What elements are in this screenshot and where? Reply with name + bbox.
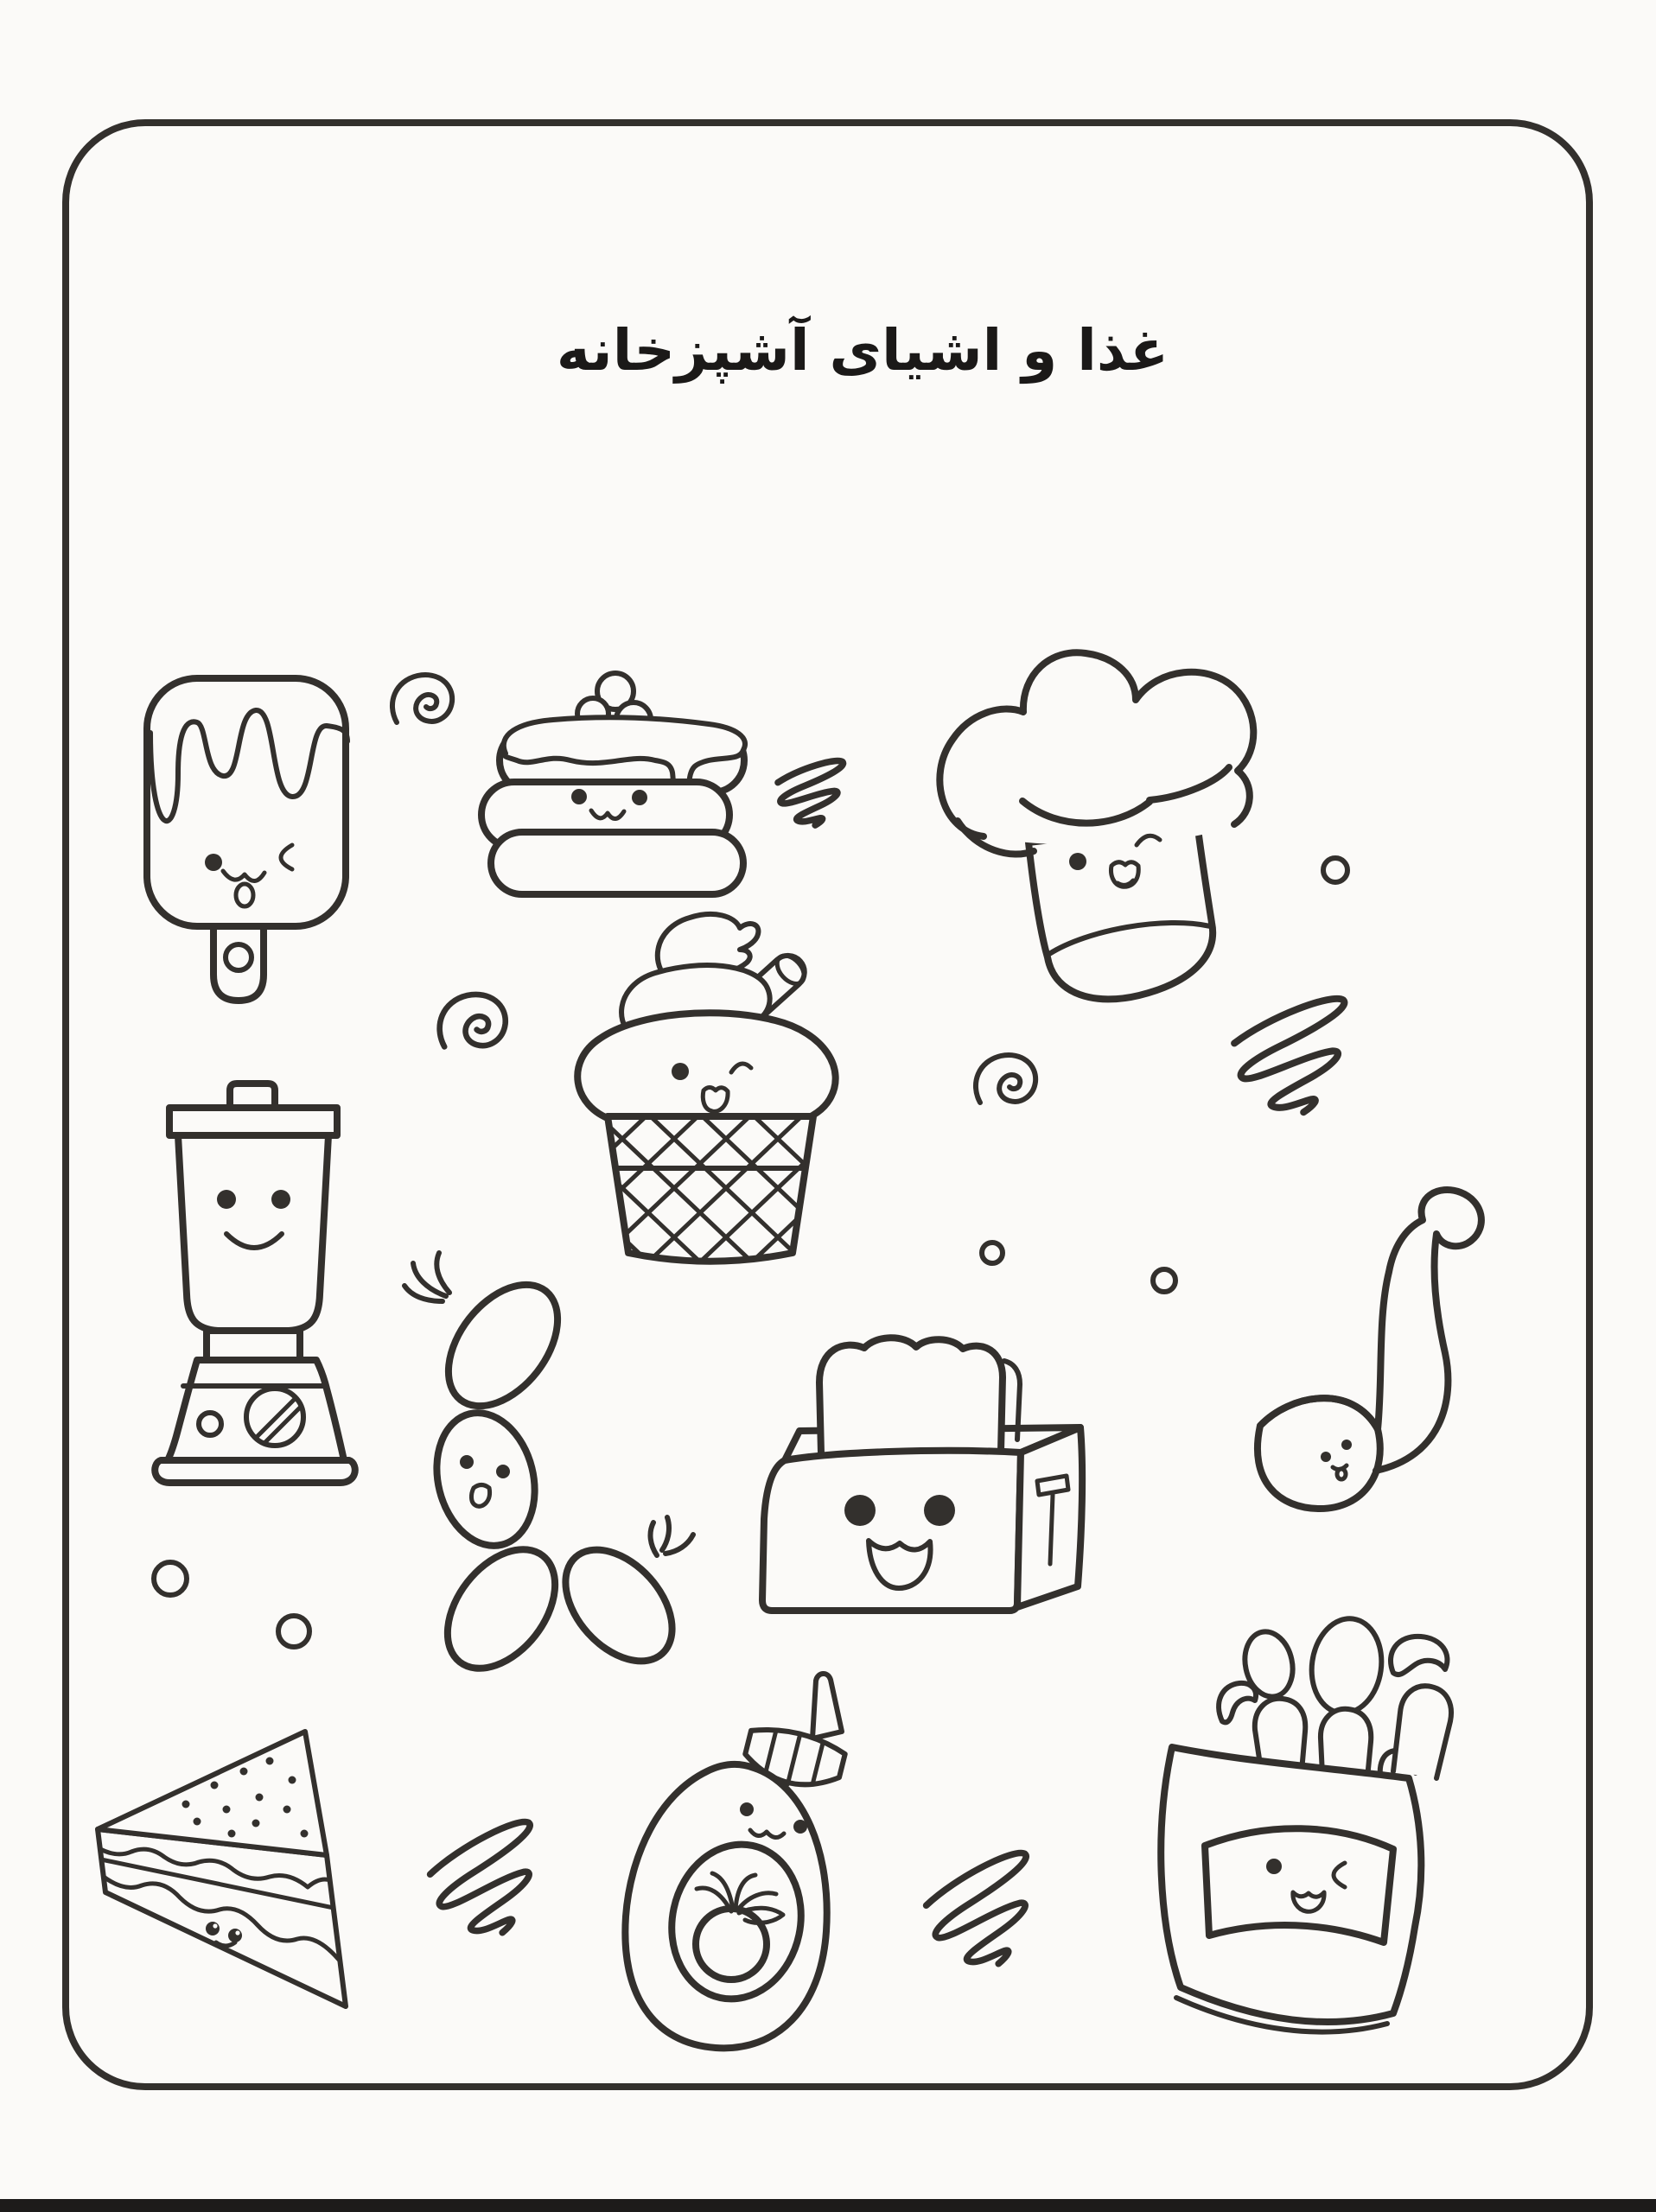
sandwich-left-eye bbox=[206, 1922, 220, 1936]
blender-foot bbox=[155, 1460, 355, 1483]
chip-icon bbox=[1306, 1614, 1388, 1718]
chef-hat-band bbox=[1029, 823, 1213, 999]
sausage-mouth bbox=[471, 1485, 489, 1507]
sausage-link bbox=[426, 1529, 577, 1688]
sausage-tuft-right bbox=[651, 1517, 693, 1555]
chips-bag-illustration bbox=[1161, 1614, 1451, 2032]
chef-hat-cloud-fill bbox=[939, 652, 1253, 845]
pancake-left-eye bbox=[571, 789, 587, 804]
sandwich-eye-highlight bbox=[235, 1930, 239, 1935]
toaster-right-eye bbox=[924, 1495, 955, 1526]
chef-hat-illustration bbox=[939, 652, 1253, 999]
toaster-illustration bbox=[762, 1338, 1082, 1611]
sausage-left-eye bbox=[460, 1455, 474, 1469]
toast-bread bbox=[819, 1338, 1003, 1453]
popsicle-tongue bbox=[236, 884, 253, 906]
chip-icon bbox=[1219, 1683, 1256, 1722]
toaster-lever bbox=[1037, 1476, 1068, 1495]
blender-jar bbox=[178, 1135, 328, 1331]
ladle-left-eye bbox=[1321, 1452, 1331, 1462]
pancakes-illustration bbox=[481, 673, 745, 894]
ladle-handle bbox=[1376, 1190, 1481, 1471]
popsicle-stick bbox=[213, 926, 264, 1001]
ketchup-right-eye bbox=[793, 1820, 807, 1834]
sandwich-front bbox=[98, 1829, 346, 2006]
ice-cream-left-eye bbox=[672, 1063, 689, 1080]
chips-left-eye bbox=[1266, 1859, 1282, 1874]
chips-mouth bbox=[1293, 1892, 1324, 1911]
scan-edge-artifact bbox=[0, 2199, 1656, 2212]
page-title: غذا و اشیای آشپزخانه bbox=[556, 317, 1169, 384]
sausage-link-face bbox=[424, 1402, 548, 1556]
blender-neck bbox=[207, 1331, 300, 1360]
sausage-right-eye bbox=[496, 1465, 510, 1478]
toaster-lever-track bbox=[1050, 1495, 1053, 1564]
ice-cream-mouth bbox=[703, 1088, 728, 1112]
chips-bag-label bbox=[1205, 1828, 1393, 1942]
chef-hat-left-eye bbox=[1069, 853, 1086, 870]
sandwich-illustration bbox=[98, 1732, 346, 2006]
ice-cream-scoop bbox=[577, 1013, 835, 1128]
blender-lid-knob bbox=[230, 1084, 275, 1108]
blender-illustration bbox=[155, 1084, 355, 1483]
blender-right-eye bbox=[271, 1190, 290, 1209]
toaster-left-eye bbox=[844, 1495, 876, 1526]
ladle-right-eye bbox=[1341, 1440, 1352, 1450]
ketchup-illustration bbox=[625, 1674, 847, 2048]
ice-cream-illustration bbox=[484, 914, 916, 1270]
ladle-tongue bbox=[1337, 1469, 1346, 1479]
pancake-bottom bbox=[491, 832, 743, 894]
blender-lid bbox=[169, 1108, 337, 1135]
pancake-right-eye bbox=[632, 790, 647, 805]
chip-icon bbox=[1391, 1637, 1447, 1675]
popsicle-left-eye bbox=[205, 854, 222, 871]
blender-left-eye bbox=[217, 1190, 236, 1209]
ladle-illustration bbox=[1258, 1190, 1481, 1509]
ketchup-nozzle bbox=[812, 1674, 842, 1738]
popsicle-illustration bbox=[147, 678, 347, 1001]
sausage-tuft-left bbox=[404, 1253, 449, 1301]
ketchup-left-eye bbox=[740, 1802, 754, 1816]
sausages-illustration bbox=[404, 1253, 693, 1688]
sandwich-eye-highlight bbox=[213, 1923, 217, 1928]
